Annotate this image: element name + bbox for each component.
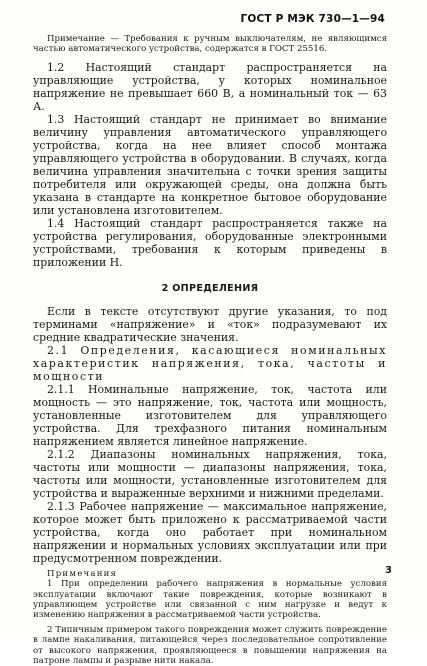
section-2-intro: Если в тексте отсутствуют другие указания, то под терминами «напряжение» и «ток» подразумевают их средние квадратические значения. — [33, 304, 387, 344]
clause-2-1-2: 2.1.2 Диапазоны номинальных напряжения, тока, частоты или мощности — диапазоны напряжения, тока, частоты или мощности, установленные изготовителем для устройства и выраженные верхними и нижними пределами. — [33, 447, 387, 500]
clause-1-2: 1.2 Настоящий стандарт распространяется на управляющие устройства, у которых номинальное напряжение не превышает 660 В, а номинальный ток — 63 А. — [33, 60, 387, 113]
clause-2-1-3: 2.1.3 Рабочее напряжение — максимальное напряжение, которое может быть приложено к рассматриваемой части устройства, когда оно работает при номинальном напряжении и нормальных условиях эксплуатации или при предусмотренном повреждении. — [33, 499, 387, 565]
note-2: 2 Типичным примером такого повреждения может служить повреждение в лампе накаливания, питающейся через последовательное сопротивление от высокого напряжения, проявляющееся в повышении напряжения на патроне лампы и разрыве нити накала. — [33, 624, 387, 666]
page-content — [33, 34, 387, 666]
notes-heading: Примечания — [47, 568, 118, 579]
clause-1-3: 1.3 Настоящий стандарт не принимает во внимание величину управления автоматического управляющего устройства, когда на нее влияет способ монтажа управляющего устройства в оборудовании. В случаях, когда величина управления значительна с точки зрения защиты потребителя или окружающей среды, она должна быть указана в стандарте на конкретное бытовое оборудование или установлена изготовителем. — [33, 112, 387, 217]
clause-2-1: 2.1 Определения, касающиеся номинальных характеристик напряжения, тока, частоты и мощности — [33, 343, 387, 383]
clause-2-1-1: 2.1.1 Номинальные напряжение, ток, частота или мощность — это напряжение, ток, частота или мощность, установленные изготовителем для управляющего устройства. Для трехфазного питания номинальным напряжением является линейное напряжение. — [33, 382, 387, 448]
clause-1-4: 1.4 Настоящий стандарт распространяется также на устройства регулирования, оборудованные электронными устройствами, требования к которым приведены в приложении Н. — [33, 216, 387, 269]
note-1: 1 При определении рабочего напряжения в нормальные условия эксплуатации включают такие повреждения, которые возникают в управляющем устройстве или связанной с ним нагрузке и ведут к изменению напряжения в рассматриваемой части устройства. — [33, 579, 387, 621]
page-number: 3 — [385, 565, 392, 576]
top-note: Примечание — Требования к ручным выключателям, не являющимся частью автоматического устройства, содержатся в ГОСТ 25516. — [33, 34, 387, 55]
section-2-title: 2 ОПРЕДЕЛЕНИЯ — [161, 282, 259, 294]
document-header: ГОСТ Р МЭК 730—1—94 — [240, 13, 385, 25]
